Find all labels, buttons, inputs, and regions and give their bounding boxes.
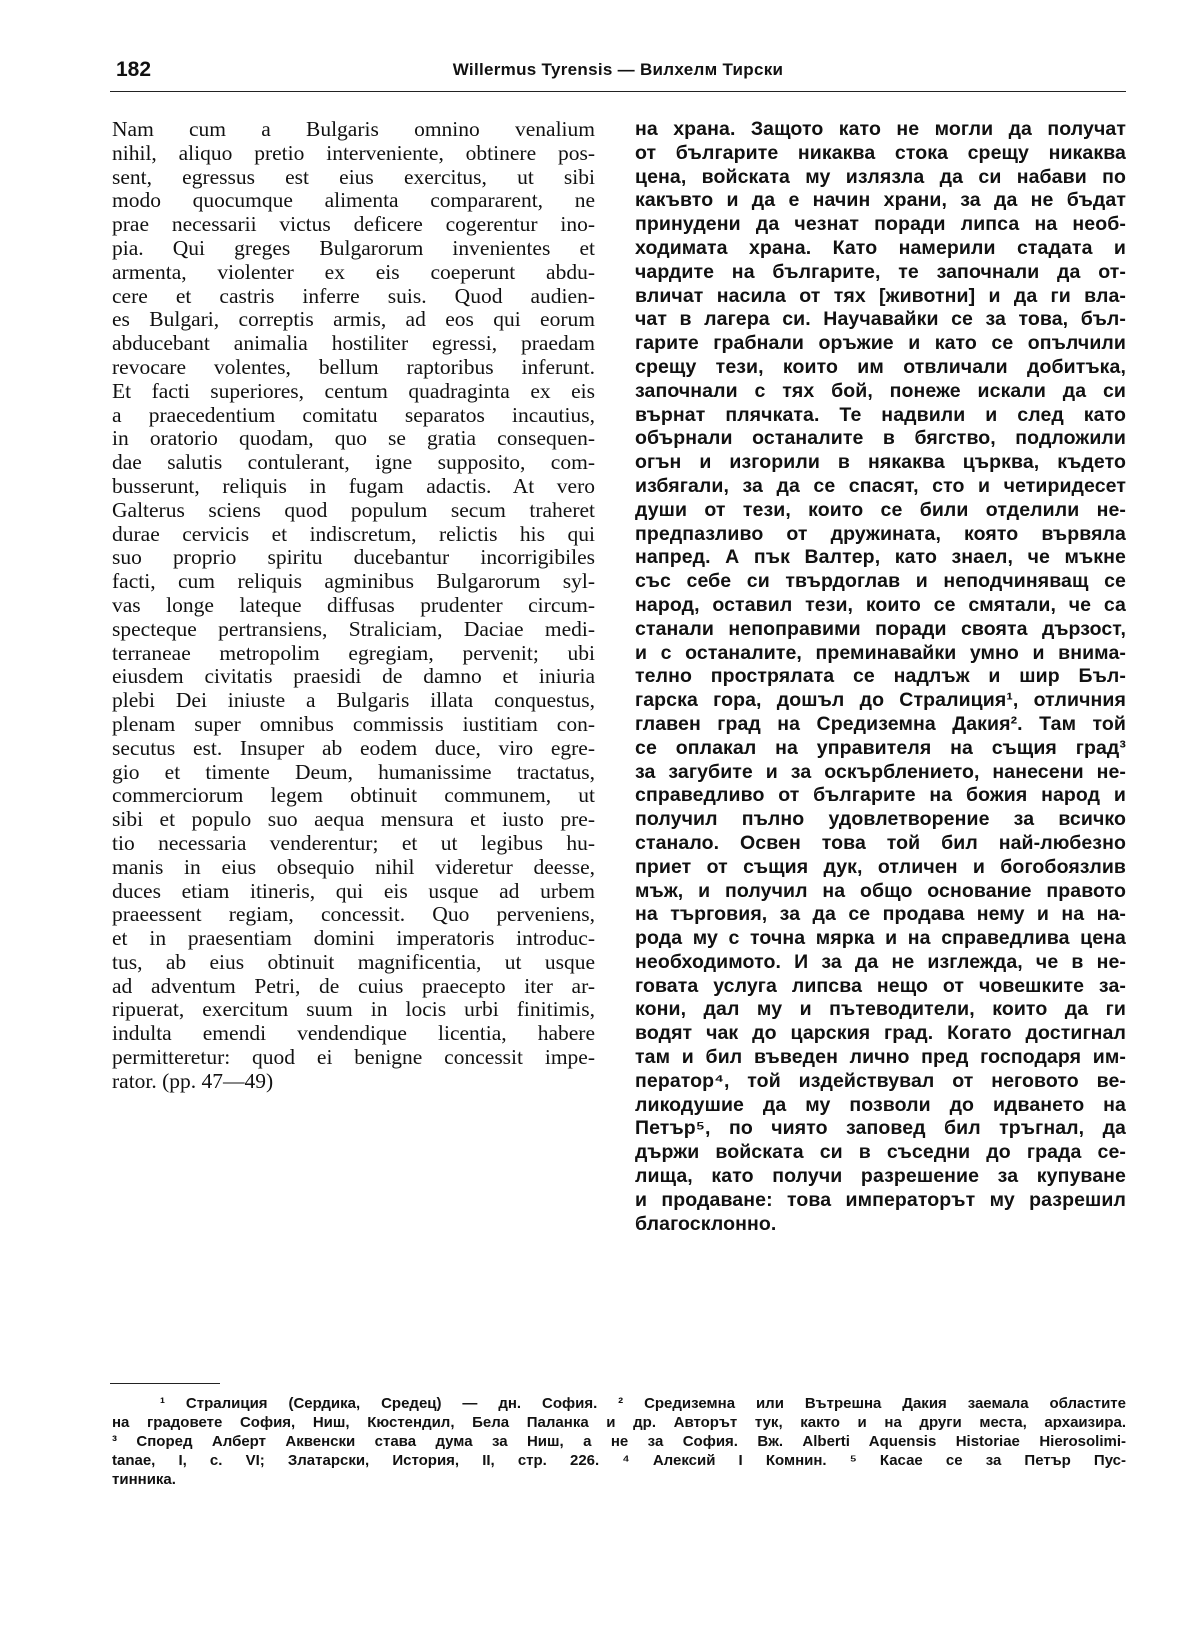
footnote-line: ¹ Стралиция (Сердика, Средец) — дн. София. ² Средиземна или Вътрешна Дакия заемала областите [160,1395,1126,1412]
latin-text-line: in oratorio quodam, quo se gratia consequen- [112,426,595,451]
latin-text-line: rator. (pp. 47—49) [112,1068,274,1093]
bulgarian-text-line: мъж, и получил на общо основание правото [635,879,1126,902]
bulgarian-text-line: на търговия, за да се продава нему и на на- [635,903,1126,926]
latin-text-line: armenta, violenter ex eis coeperunt abdu- [112,259,595,284]
bulgarian-text-line: ходимата храна. Като намерили стадата и [635,236,1126,259]
footnote-divider [110,1383,220,1384]
bulgarian-text-line: ператор⁴, той издействувал от неговото ве- [635,1069,1126,1092]
bulgarian-text-line: чат в лагера си. Научавайки се за това, бъл- [635,308,1126,331]
bulgarian-text-line: души от тези, които се били отделили не- [635,498,1126,521]
bulgarian-text-line: необходимото. И за да не изглежда, че в не- [635,950,1126,973]
latin-text-line: duces etiam itineris, qui eis usque ad urbem [112,878,595,903]
latin-text-line: Et facti superiores, centum quadraginta ex eis [112,378,595,403]
footnote-line: тинника. [112,1471,176,1488]
latin-text-line: plenam super omnibus commissis iustitiam con- [112,711,595,736]
bulgarian-text-line: благосклонно. [635,1212,777,1235]
bulgarian-text-line: гарска гора, дошъл до Стралиция¹, отличния [635,689,1126,712]
bulgarian-text-line: телно прострялата се надлъж и шир Бъл- [635,665,1126,688]
header-divider [110,91,1126,92]
latin-text-line: modo quocumque alimenta compararent, ne [112,188,595,213]
footnotes [112,1394,1126,1489]
bulgarian-text-line: какъвто и да е начин храни, за да не бъдат [635,189,1126,212]
latin-text-line: nihil, aliquo pretio interveniente, obtinere pos- [112,140,595,165]
latin-text-line: cere et castris inferre suis. Quod audien- [112,283,595,308]
latin-text-line: durae cervicis et indiscretum, relictis his qui [112,521,595,546]
bulgarian-text-line: народ, оставил тези, които се смятали, че са [635,593,1126,616]
latin-text-line: prae necessarii victus deficere cogerentur ino- [112,212,595,237]
bulgarian-text-line: обърнали останалите в бягство, подложили [635,427,1126,450]
bulgarian-text-line: напред. А пък Валтер, като знаел, че мъкне [635,546,1126,569]
bulgarian-text-line: държи войската си в съседни до града се- [635,1141,1126,1164]
footnote-line: tanae, I, c. VI; Златарски, История, II, стр. 226. ⁴ Алексий I Комнин. ⁵ Касае се за Петър Пус- [112,1452,1126,1469]
bulgarian-text-line: със себе си твърдоглав и неподчиняващ се [635,570,1126,593]
latin-text-line: es Bulgari, correptis armis, ad eos qui eorum [112,307,595,332]
latin-text-line: eiusdem civitatis praesidi de damno et iniuria [112,664,595,689]
latin-text-line: plebi Dei iniuste a Bulgaris illata conquestus, [112,688,595,713]
latin-text-line: secutus est. Insuper ab eodem duce, viro egre- [112,735,595,760]
bulgarian-text-line: огън и изгорили в някаква църква, където [635,451,1126,474]
latin-text-line: busserunt, reliquis in fugam adactis. At vero [112,473,595,498]
bulgarian-text-line: се оплакал на управителя на същия град³ [635,736,1126,759]
footnote-line: на градовете София, Ниш, Кюстендил, Бела Паланка и др. Авторът тук, както и на други места, архаизира. [112,1414,1126,1431]
bulgarian-text-line: получил пълно удовлетворение за всичко [635,808,1126,831]
page-header [110,58,1126,88]
footnote-line: ³ Според Алберт Аквенски става дума за Ниш, а не за София. Вж. Alberti Aquensis Historiae Hierosolimi- [112,1433,1126,1450]
latin-text-line: ad adventum Petri, de cuius praecepto iter ar- [112,973,595,998]
latin-text-line: manis in eius obsequio nihil videretur deesse, [112,854,595,879]
bulgarian-text-line: лища, като получи разрешение за купуване [635,1165,1126,1188]
latin-text-line: permitteretur: quod ei benigne concessit impe- [112,1045,595,1070]
bulgarian-text-line: говата услуга липсва нещо от човешките за- [635,974,1126,997]
bulgarian-text-line: кони, дал му и пътеводители, които да ги [635,998,1126,1021]
bulgarian-text-line: принудени да чезнат поради липса на необ- [635,213,1126,236]
latin-text-line: revocare volentes, bellum raptoribus inferunt. [112,354,595,379]
latin-text-line: tus, ab eius obtinuit magnificentia, ut usque [112,949,595,974]
bulgarian-text-line: започнали с тях бой, понеже искали да си [635,379,1126,402]
latin-text-line: suo proprio spiritu ducebantur incorrigibiles [112,545,595,570]
bulgarian-text-line: гарите грабнали оръжие и като се опълчили [635,332,1126,355]
latin-text-line: indulta emendi vendendique licentia, habere [112,1021,595,1046]
latin-text-line: a praecedentium comitatu separatos incautius, [112,402,595,427]
latin-text-line: specteque pertransiens, Straliciam, Daciae medi- [112,616,595,641]
latin-text-line: et in praesentiam domini imperatoris introduc- [112,926,595,951]
latin-text-line: dae salutis contulerant, igne supposito, com- [112,450,595,475]
latin-text-line: sent, egressus est eius exercitus, ut sibi [112,164,595,189]
latin-text-line: Galterus sciens quod populum secum traheret [112,497,595,522]
latin-text-line: facti, cum reliquis agminibus Bulgarorum syl- [112,569,595,594]
bulgarian-text-line: станало. Освен това той бил най-любезно [635,831,1126,854]
bulgarian-text-line: главен град на Средиземна Дакия². Там той [635,712,1126,735]
page-number: 182 [116,58,152,81]
bulgarian-text-line: за загубите и за оскърблението, нанесени не- [635,760,1126,783]
latin-text-line: Nam cum a Bulgaris omnino venalium [112,117,595,141]
latin-text-line: ripuerat, exercitum suum in locis urbi finitimis, [112,997,595,1022]
bulgarian-text-line: върнат плячката. Те надвили и след като [635,403,1126,426]
latin-text-line: vas longe lateque diffusas prudenter circum- [112,592,595,617]
latin-text-line: praeessent regiam, concessit. Quo perveniens, [112,902,595,927]
bulgarian-text-line: избягали, за да се спасят, сто и четиридесет [635,474,1126,497]
latin-text-line: abducebant animalia hostiliter egressi, praedam [112,331,595,356]
bulgarian-text-line: предпазливо от дружината, която вървяла [635,522,1126,545]
bulgarian-text-line: водят чак до царския град. Когато достигнал [635,1022,1126,1045]
bulgarian-text-line: Петър⁵, по чиято заповед бил тръгнал, да [635,1117,1126,1140]
bulgarian-text-line: ликодушие да му позволи до идването на [635,1093,1126,1116]
latin-text-line: pia. Qui greges Bulgarorum invenientes et [112,235,595,260]
bulgarian-text-line: чардите на българите, те започнали да от- [635,260,1126,283]
bulgarian-text-line: станали непоправими поради своята дързост, [635,617,1126,640]
bulgarian-text-line: приет от същия дук, отличен и богобоязлив [635,855,1126,878]
bulgarian-translation-column [635,118,1126,1236]
bulgarian-text-line: там и бил въведен лично пред господаря им- [635,1046,1126,1069]
bulgarian-text-line: на храна. Защото като не могли да получат [635,118,1126,140]
latin-text-line: sibi et populo suo aequa mensura et iusto pre- [112,807,595,832]
latin-text-line: commerciorum legem obtinuit communem, ut [112,783,595,808]
latin-text-line: tio necessaria venderentur; et ut legibus hu- [112,830,595,855]
latin-text-line: gio et timente Deum, humanissime tractatus, [112,759,595,784]
latin-text-line: terraneae metropolim egregiam, pervenit; ubi [112,640,595,665]
bulgarian-text-line: и с останалите, преминавайки умно и внима- [635,641,1126,664]
bulgarian-text-line: цена, войската му излязла да си набави по [635,165,1126,188]
latin-text-column [112,118,595,1094]
bulgarian-text-line: рода му с точна мярка и на справедлива цена [635,927,1126,950]
bulgarian-text-line: срещу тези, които им отвличали добитъка, [635,355,1126,378]
bulgarian-text-line: от българите никаква стока срещу никаква [635,141,1126,164]
bulgarian-text-line: и продаване: това императорът му разрешил [635,1188,1126,1211]
bulgarian-text-line: справедливо от българите на божия народ и [635,784,1126,807]
running-title: Willermus Tyrensis — Вилхелм Тирски [452,60,784,79]
bulgarian-text-line: вличат насила от тях [животни] и да ги вла- [635,284,1126,307]
